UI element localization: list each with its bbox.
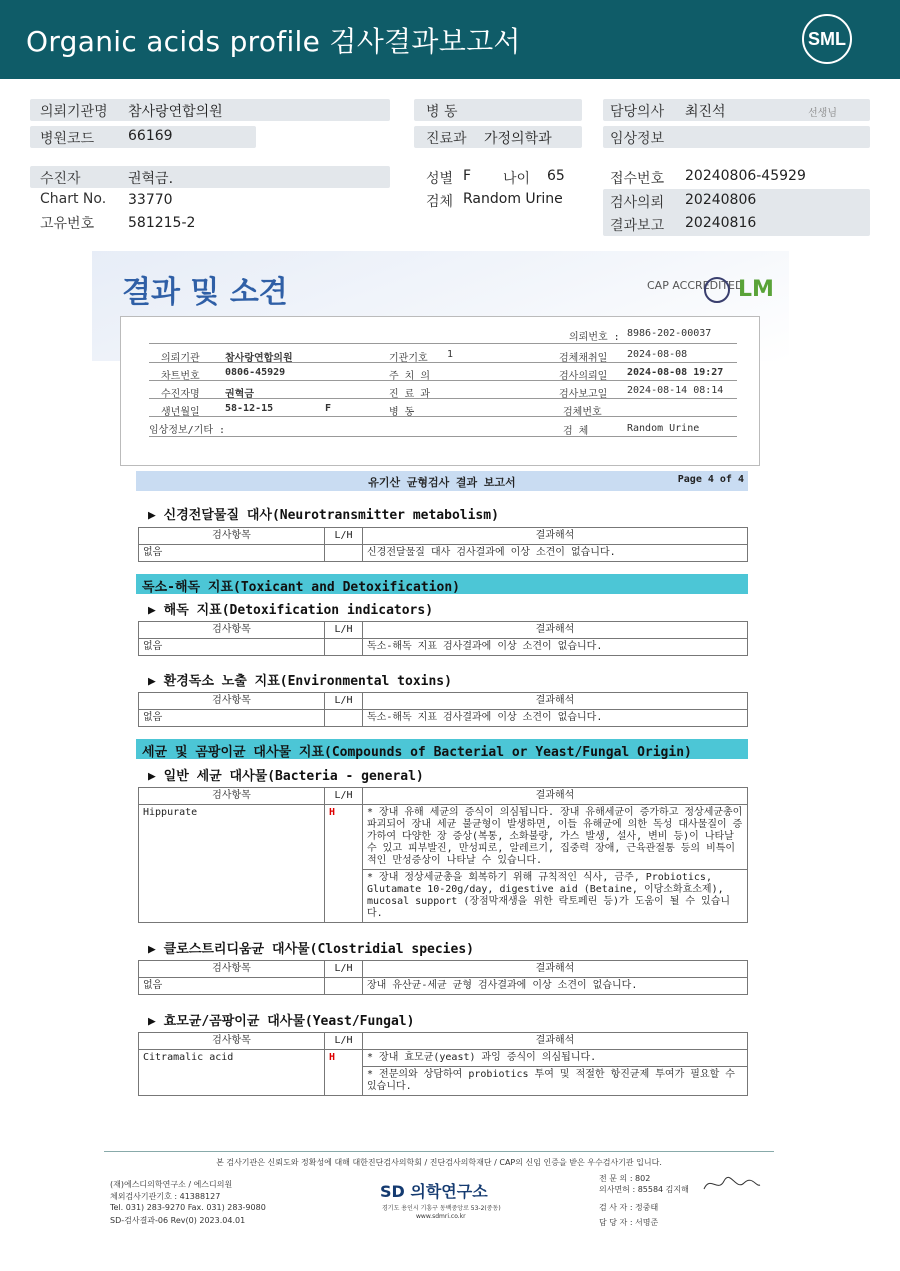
col-result: 결과해석 [363,788,748,805]
footer-code: 체외검사기관기호 : 41388127 [110,1192,221,1201]
org-label: 의뢰기관명 [40,104,108,120]
col-result: 결과해석 [363,1033,748,1050]
result-cell: 신경전달물질 대사 검사결과에 이상 소견이 없습니다. [363,545,748,562]
info-value: 권혁금 [225,389,254,400]
acc-value: 20240806-45929 [685,168,806,184]
col-result: 결과해석 [363,693,748,710]
rep-label: 결과보고 [610,218,665,234]
info-value: 58-12-15 [225,403,274,414]
scanned-report [92,251,789,1227]
spec-label: 검체 [426,194,454,210]
info-label: 의뢰기관 [161,353,200,364]
info-value: 1 [447,349,454,360]
info-label: 주 치 의 [389,371,431,382]
info-label: 진 료 과 [389,389,431,400]
table-bacteria [138,787,748,923]
item-cell: 없음 [139,639,325,656]
section-neurotransmitter: ▶ 신경전달물질 대사(Neurotransmitter metabolism) [148,508,499,523]
col-result: 결과해석 [363,622,748,639]
code-value: 66169 [128,128,173,144]
info-label: 검사보고일 [559,389,608,400]
name-label: 수진자 [40,171,81,187]
info-label: 검체번호 [563,407,602,418]
rep-value: 20240816 [685,215,757,231]
age-value: 65 [547,168,565,184]
page-number: Page 4 of 4 [677,474,744,485]
section-clostridial: ▶ 클로스트리디움균 대사물(Clostridial species) [148,942,474,957]
col-item: 검사항목 [139,961,325,978]
footer-web: www.sdmri.co.kr [416,1213,466,1220]
footer-cert: 본 검사기관은 신뢰도와 정확성에 대해 대한진단검사의학회 / 진단검사의학재단 / CAP의 신임 인증을 받은 우수검사기관 입니다. [216,1158,662,1167]
uid-label: 고유번호 [40,216,95,232]
footer-address: 경기도 용인시 기흥구 동백중앙로 53-2(중동) [382,1205,501,1212]
footer-tel: Tel. 031) 283-9270 Fax. 031) 283-9080 [110,1203,266,1212]
item-cell: 없음 [139,545,325,562]
info-value: 2024-08-14 08:14 [627,385,724,396]
col-lh: L/H [325,961,363,978]
col-lh: L/H [325,622,363,639]
doc-value: 최진석 [685,104,726,120]
info-label: 생년월일 [161,407,200,418]
code-label: 병원코드 [40,131,95,147]
info-value: 0806-45929 [225,367,286,378]
acc-label: 접수번호 [610,171,665,187]
req-no-value: 8986-202-00037 [627,328,712,339]
report-title-bar [136,471,748,491]
result-cell: 독소-해독 지표 검사결과에 이상 소견이 없습니다. [363,639,748,656]
cap-logo-icon: CAP ACCREDITED [647,279,744,292]
sex-label: 성별 [426,171,454,187]
lh-flag: H [325,1050,363,1096]
info-value: 참사랑연합의원 [225,353,293,364]
item-cell: 없음 [139,710,325,727]
col-item: 검사항목 [139,693,325,710]
col-result: 결과해석 [363,528,748,545]
info-value: 2024-08-08 19:27 [627,367,724,378]
col-lh: L/H [325,788,363,805]
spec-label: 검 체 [563,426,589,437]
section-bacteria: ▶ 일반 세균 대사물(Bacteria - general) [148,769,424,784]
table-neurotransmitter [138,527,748,562]
doc-label: 담당의사 [610,104,665,120]
chart-value: 33770 [128,192,173,208]
info-value: 2024-08-08 [627,349,688,360]
col-lh: L/H [325,528,363,545]
age-label: 나이 [503,171,531,187]
req-no-label: 의뢰번호 : [569,332,620,343]
table-environmental [138,692,748,727]
col-item: 검사항목 [139,622,325,639]
uid-value: 581215-2 [128,215,196,231]
footer-sign-1: 전 문 의 : 802 [599,1174,651,1183]
lm-logo-icon: LM [738,277,774,302]
info-label: 수진자명 [161,389,200,400]
item-cell: 없음 [139,978,325,995]
report-title: Organic acids profile 검사결과보고서 [26,25,521,58]
req-label: 검사의뢰 [610,195,665,211]
req-value: 20240806 [685,192,757,208]
table-yeast [138,1032,748,1096]
dept-value: 가정의학과 [484,131,552,147]
header-bar [0,0,900,79]
seal-icon [704,277,730,303]
result-cell: * 전문의와 상담하여 probiotics 투여 및 적절한 항진균제 투여가 필요할 수 있습니다. [363,1067,748,1096]
spec-value: Random Urine [463,191,563,207]
sml-logo-icon: SML [802,14,852,64]
info-label: 병 동 [389,407,415,418]
name-value: 권혁금. [128,171,174,187]
result-cell: 장내 유산균-세균 균형 검사결과에 이상 소견이 없습니다. [363,978,748,995]
section-environmental: ▶ 환경독소 노출 지표(Environmental toxins) [148,674,452,689]
col-item: 검사항목 [139,1033,325,1050]
dept-label: 진료과 [426,131,467,147]
result-title: 결과 및 소견 [122,275,288,310]
ward-label: 병 동 [426,104,458,120]
table-detox [138,621,748,656]
sex-value: F [463,168,472,184]
footer-sign-2: 의사면허 : 85584 김지해 [599,1185,689,1194]
col-lh: L/H [325,1033,363,1050]
footer-sign-3: 검 사 자 : 정중태 [599,1203,659,1212]
info-label: 차트번호 [161,371,200,382]
section-yeast: ▶ 효모균/곰팡이균 대사물(Yeast/Fungal) [148,1014,415,1029]
clin-info-label: 임상정보/기타 : [149,425,226,436]
col-lh: L/H [325,693,363,710]
clin-label: 임상정보 [610,131,665,147]
org-value: 참사랑연합의원 [128,104,223,120]
item-cell: Citramalic acid [139,1050,325,1096]
signature-icon [700,1171,762,1197]
result-cell: * 장내 유해 세균의 증식이 의심됩니다. 장내 유해세균이 증가하고 정상세균총이 파괴되어 장내 세균 불균형이 발생하면, 이들 유해균에 의한 독성 대사물질이 증가하여 다양한 장 증상(복통, 소화불량, 가스 발생, 설사, 변비 등)이 나타날 수 있고 피부발진, 만성피로, 알레르기, 집중력 장애, 근육관절통 등의 비특이적인 만성증상이 나타날 수 있습니다. [363,805,748,870]
footer-org: (재)에스디의학연구소 / 에스디의원 [110,1180,233,1189]
name-bar [30,166,390,188]
report-title: 유기산 균형검사 결과 보고서 [368,476,516,489]
item-cell: Hippurate [139,805,325,923]
info-label: 검체채취일 [559,353,608,364]
category-toxicant: 독소-해독 지표(Toxicant and Detoxification) [136,574,748,594]
col-item: 검사항목 [139,788,325,805]
footer-sign-4: 담 당 자 : 서명준 [599,1218,659,1227]
col-item: 검사항목 [139,528,325,545]
col-result: 결과해석 [363,961,748,978]
info-value: F [325,403,332,414]
table-clostridial [138,960,748,995]
section-detox: ▶ 해독 지표(Detoxification indicators) [148,603,434,618]
result-cell: * 장내 정상세균총을 회복하기 위해 규칙적인 식사, 금주, Probiotics, Glutamate 10-20g/day, digestive aid (Betaine, 이당소화효소제), mucosal support (장점막재생을 위한 락토페린 등)가 도움이 될 수 있습니다. [363,870,748,923]
category-bacterial: 세균 및 곰팡이균 대사물 지표(Compounds of Bacterial or Yeast/Fungal Origin) [136,739,748,759]
footer-brand: SD 의학연구소 [380,1182,488,1201]
lh-flag: H [325,805,363,923]
doc-suffix: 선생님 [808,108,837,119]
info-label: 검사의뢰일 [559,371,608,382]
chart-label: Chart No. [40,191,107,207]
spec-value: Random Urine [627,423,700,434]
result-cell: 독소-해독 지표 검사결과에 이상 소견이 없습니다. [363,710,748,727]
specimen-info-box [120,316,760,466]
result-cell: * 장내 효모균(yeast) 과잉 증식이 의심됩니다. [363,1050,748,1067]
info-label: 기관기호 [389,353,428,364]
footer-form: SD-검사결과-06 Rev(0) 2023.04.01 [110,1216,246,1225]
